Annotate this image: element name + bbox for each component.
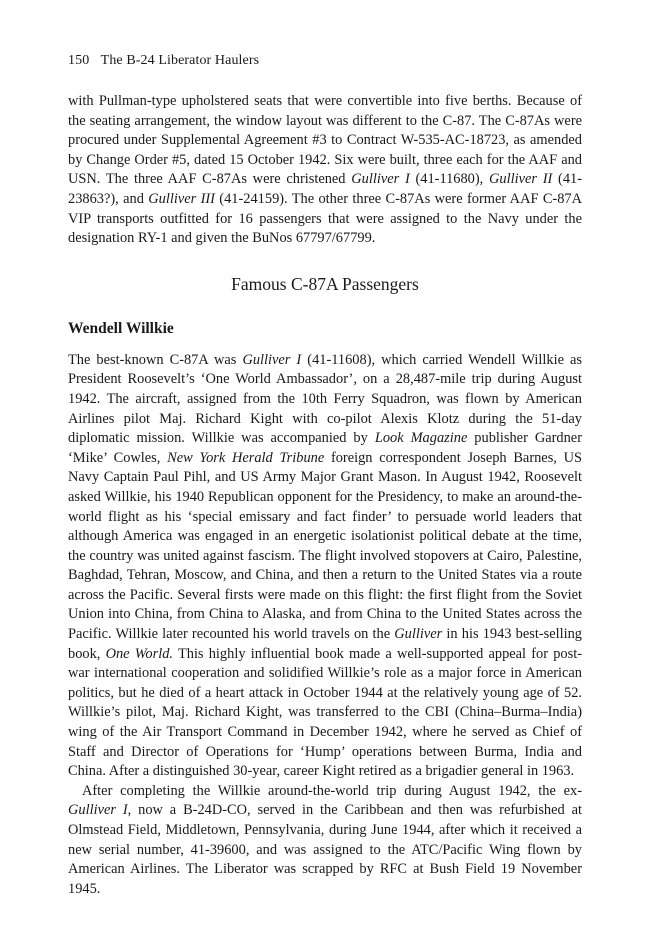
italic-aircraft-name: Gulliver II [489, 171, 553, 188]
text-run: with Pullman-type upholstered seats that were convertible into five berths. Because of the seating arrangement, the window layout was different to the C-87. The C-87As were procured under Supplemental Agreement #3 to Contract W-535-AC-18723, as amended by Change Order #5, dated 15 October 1942. Six were built, three each for the AAF and USN. The three AAF C-87As were christened [68, 93, 582, 188]
running-title: The B-24 Liberator Haulers [100, 53, 260, 68]
page-number: 150 [68, 53, 90, 68]
italic-publication-name: Look Magazine [374, 430, 468, 447]
text-run: in his 1943 best-selling book, [68, 626, 582, 662]
body-paragraph-3 [68, 782, 582, 900]
body-paragraph-1 [68, 92, 582, 249]
italic-book-title: One World. [105, 645, 174, 662]
italic-aircraft-name: Gulliver I [68, 802, 128, 819]
text-run: , now a B-24D-CO, served in the Caribbean and then was refurbished at Olmstead Field, Middletown, Pennsylvania, during June 1944, after which it received a new serial number, 41-39600, and was assigned to the ATC/Pacific Wing flown by American Airlines. The Liberator was scrapped by RFC at Bush Field 19 November 1945. [68, 802, 582, 897]
body-paragraph-2 [68, 351, 582, 782]
italic-publication-name: New York Herald Tribune [167, 449, 325, 466]
text-run: The best-known C-87A was [68, 351, 243, 368]
subheading: Wendell Willkie [68, 319, 174, 337]
text-run: This highly influential book made a well-supported appeal for post-war international cooperation and solidified Willkie’s role as a major force in American politics, but he died of a heart attack in October 1944 at the relatively young age of 52. Willkie’s pilot, Maj. Richard Kight, was transferred to the CBI (China–Burma–India) wing of the Air Transport Command in December 1942, where he served as Chief of Staff and Director of Operations for ‘Hump’ operations between Burma, India and China. After a distinguished 30-year, career Kight retired as a brigadier general in 1963. [68, 645, 582, 780]
section-heading: Famous C-87A Passengers [231, 273, 419, 294]
text-run: publisher Gardner ‘Mike’ Cowles, [68, 430, 582, 466]
text-run: foreign correspondent Joseph Barnes, US Navy Captain Paul Pihl, and US Army Major Grant Mason. In August 1942, Roosevelt asked Willkie, his 1940 Republican opponent for the Presidency, to make an around-the-world flight as his ‘special emissary and fact finder’ to persuade world leaders that although America was engaged in an energetic isolationist political debate at the time, the country was united against fascism. The flight involved stopovers at Cairo, Palestine, Baghdad, Tehran, Moscow, and China, and then a return to the United States via a route across the Pacific. Several firsts were made on this flight: the first flight from the Soviet Union into China, from China to Alaska, and from China to the United States across the Pacific. Willkie later recounted his world travels on the [68, 449, 582, 643]
text-run: (41-23863?), and [68, 171, 583, 207]
italic-aircraft-name: Gulliver I [242, 351, 302, 368]
text-run: After completing the Willkie around-the-world trip during August 1942, the ex- [82, 782, 582, 799]
running-header [68, 52, 582, 70]
italic-aircraft-name: Gulliver I [351, 171, 410, 188]
italic-aircraft-name: Gulliver [394, 626, 443, 643]
text-run: (41-24159). The other three C-87As were former AAF C-87A VIP transports outfitted for 16 passengers that were assigned to the Navy under the designation RY-1 and given the BuNos 67797/67799. [68, 190, 582, 247]
text-run: (41-11680), [409, 171, 490, 188]
italic-aircraft-name: Gulliver III [148, 190, 215, 207]
text-run: (41-11608), which carried Wendell Willkie as President Roosevelt’s ‘One World Ambassador’, on a 28,487-mile trip during August 1942. The aircraft, assigned from the 10th Ferry Squadron, was flown by American Airlines pilot Maj. Richard Kight with co-pilot Alexis Klotz during the 51-day diplomatic mission. Willkie was accompanied by [68, 351, 583, 447]
